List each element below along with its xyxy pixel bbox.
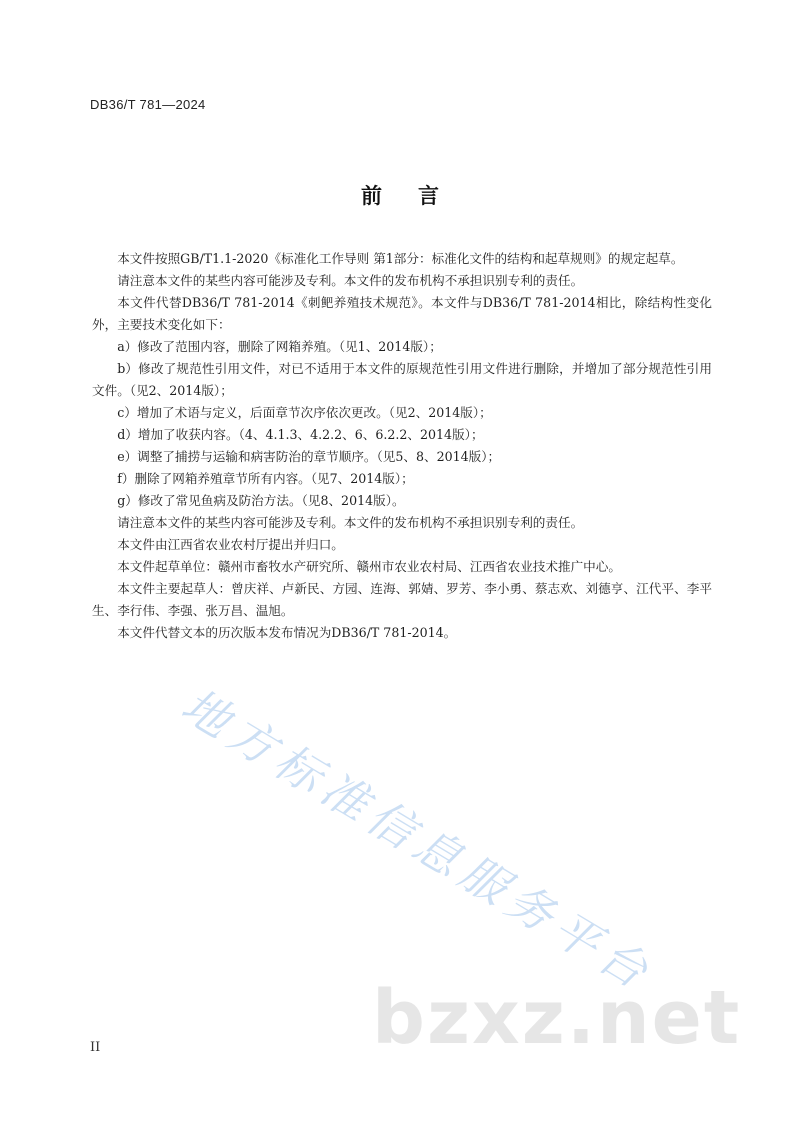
page-title: 前言	[361, 184, 475, 208]
paragraph-drafters: 本文件主要起草人：曾庆祥、卢新民、方园、连海、郭婧、罗芳、李小勇、蔡志欢、刘德亨、江代平、李平生、李行伟、李强、张万昌、温旭。	[92, 581, 712, 618]
list-item-change-g: g）修改了常见鱼病及防治方法。（见8、2014版）。	[117, 493, 405, 508]
list-item-change-b: b）修改了规范性引用文件，对已不适用于本文件的原规范性引用文件进行删除，并增加了部分规范性引用文件。（见2、2014版）；	[92, 361, 712, 398]
list-item-change-a: a）修改了范围内容，删除了网箱养殖。（见1、2014版）；	[117, 339, 442, 354]
foreword-body	[92, 248, 712, 644]
site-watermark: bzxz.net	[372, 975, 742, 1061]
paragraph-drafting-units: 本文件起草单位：赣州市畜牧水产研究所、赣州市农业农村局、江西省农业技术推广中心。	[117, 559, 621, 574]
page-number: II	[90, 1040, 101, 1055]
paragraph-version-history: 本文件代替文本的历次版本发布情况为DB36/T 781-2014。	[117, 625, 457, 640]
paragraph-replacement: 本文件代替DB36/T 781-2014《刺鲃养殖技术规范》。本文件与DB36/T 781-2014相比，除结构性变化外，主要技术变化如下：	[92, 295, 712, 332]
watermark-text: 地方标准信息服务平台	[172, 677, 664, 1003]
paragraph-proposer: 本文件由江西省农业农村厅提出并归口。	[117, 537, 344, 552]
paragraph-patent-notice: 请注意本文件的某些内容可能涉及专利。本文件的发布机构不承担识别专利的责任。	[117, 273, 584, 288]
paragraph-patent-notice-repeat: 请注意本文件的某些内容可能涉及专利。本文件的发布机构不承担识别专利的责任。	[117, 515, 584, 530]
list-item-change-c: c）增加了术语与定义，后面章节次序依次更改。（见2、2014版）；	[117, 405, 492, 420]
list-item-change-e: e）调整了捕捞与运输和病害防治的章节顺序。（见5、8、2014版）；	[117, 449, 501, 464]
list-item-change-f: f）删除了网箱养殖章节所有内容。（见7、2014版）；	[117, 471, 414, 486]
document-code: DB36/T 781—2024	[90, 97, 206, 112]
list-item-change-d: d）增加了收获内容。（4、4.1.3、4.2.2、6、6.2.2、2014版）；	[117, 427, 484, 442]
paragraph-drafting-rule: 本文件按照GB/T1.1-2020《标准化工作导则 第1部分：标准化文件的结构和起草规则》的规定起草。	[117, 251, 684, 266]
